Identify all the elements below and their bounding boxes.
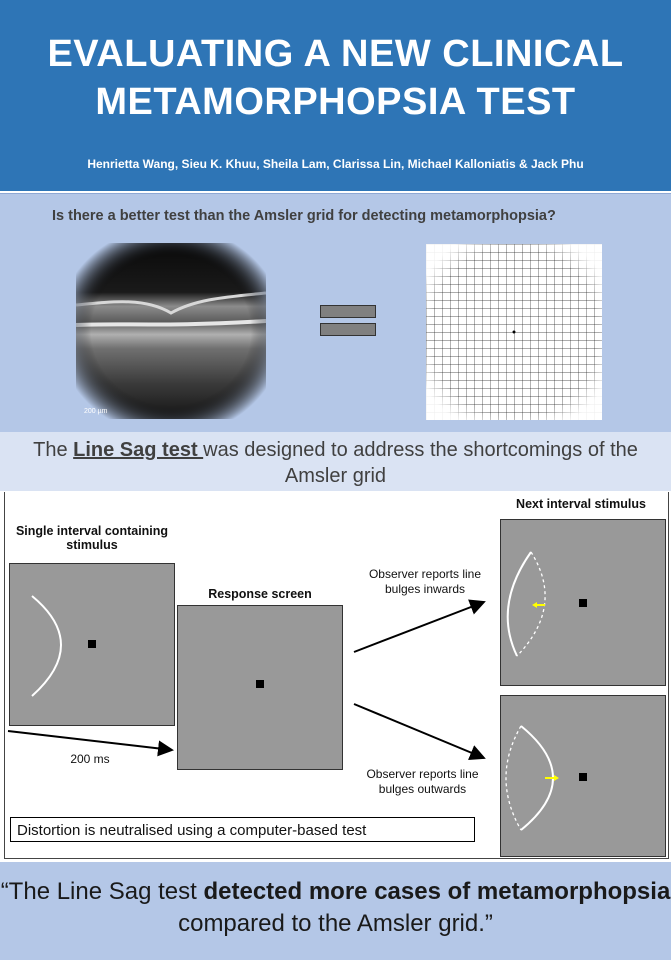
authors: Henrietta Wang, Sieu K. Khuu, Sheila Lam, Clarissa Lin, Michael Kalloniatis & Jack Phu — [87, 157, 584, 171]
oct-scale-label: 200 µm — [84, 408, 108, 415]
equals-bar-top — [320, 305, 376, 318]
conclusion-bold: detected more cases of metamorphopsia — [203, 878, 671, 905]
conclusion-close: compared to the Amsler grid.” — [178, 910, 493, 937]
outwards-report-label: Observer reports line bulges outwards — [366, 767, 479, 796]
linesag-highlight: Line Sag test — [73, 439, 204, 461]
arrow-to-response — [8, 731, 172, 750]
title-line-1: EVALUATING A NEW CLINICAL — [47, 33, 624, 75]
linesag-prefix: The — [33, 439, 74, 461]
fixation-dot — [513, 331, 516, 334]
amsler-grid — [426, 244, 602, 420]
flow-arrows — [0, 490, 671, 860]
title-line-2: METAMORPHOPSIA TEST — [95, 81, 576, 123]
conclusion-quote — [0, 876, 671, 940]
oct-scan-image — [76, 243, 266, 419]
linesag-statement — [0, 437, 671, 489]
arrow-to-outwards — [354, 704, 484, 758]
inwards-report-label: Observer reports line bulges inwards — [368, 567, 482, 596]
distortion-note: Distortion is neutralised using a computer-based test — [10, 817, 475, 842]
duration-label: 200 ms — [70, 752, 110, 766]
next-interval-label: Next interval stimulus — [516, 497, 646, 511]
arrow-to-inwards — [354, 602, 484, 652]
conclusion-open: “The Line Sag test — [0, 878, 204, 905]
linesag-suffix: was designed to address the shortcomings of the Amsler grid — [203, 439, 638, 487]
single-interval-label: Single interval containing stimulus — [15, 524, 169, 552]
question-text: Is there a better test than the Amsler grid for detecting metamorphopsia? — [52, 208, 556, 224]
page-title — [0, 30, 671, 126]
equals-bar-bottom — [320, 323, 376, 336]
response-screen-label: Response screen — [208, 587, 312, 601]
